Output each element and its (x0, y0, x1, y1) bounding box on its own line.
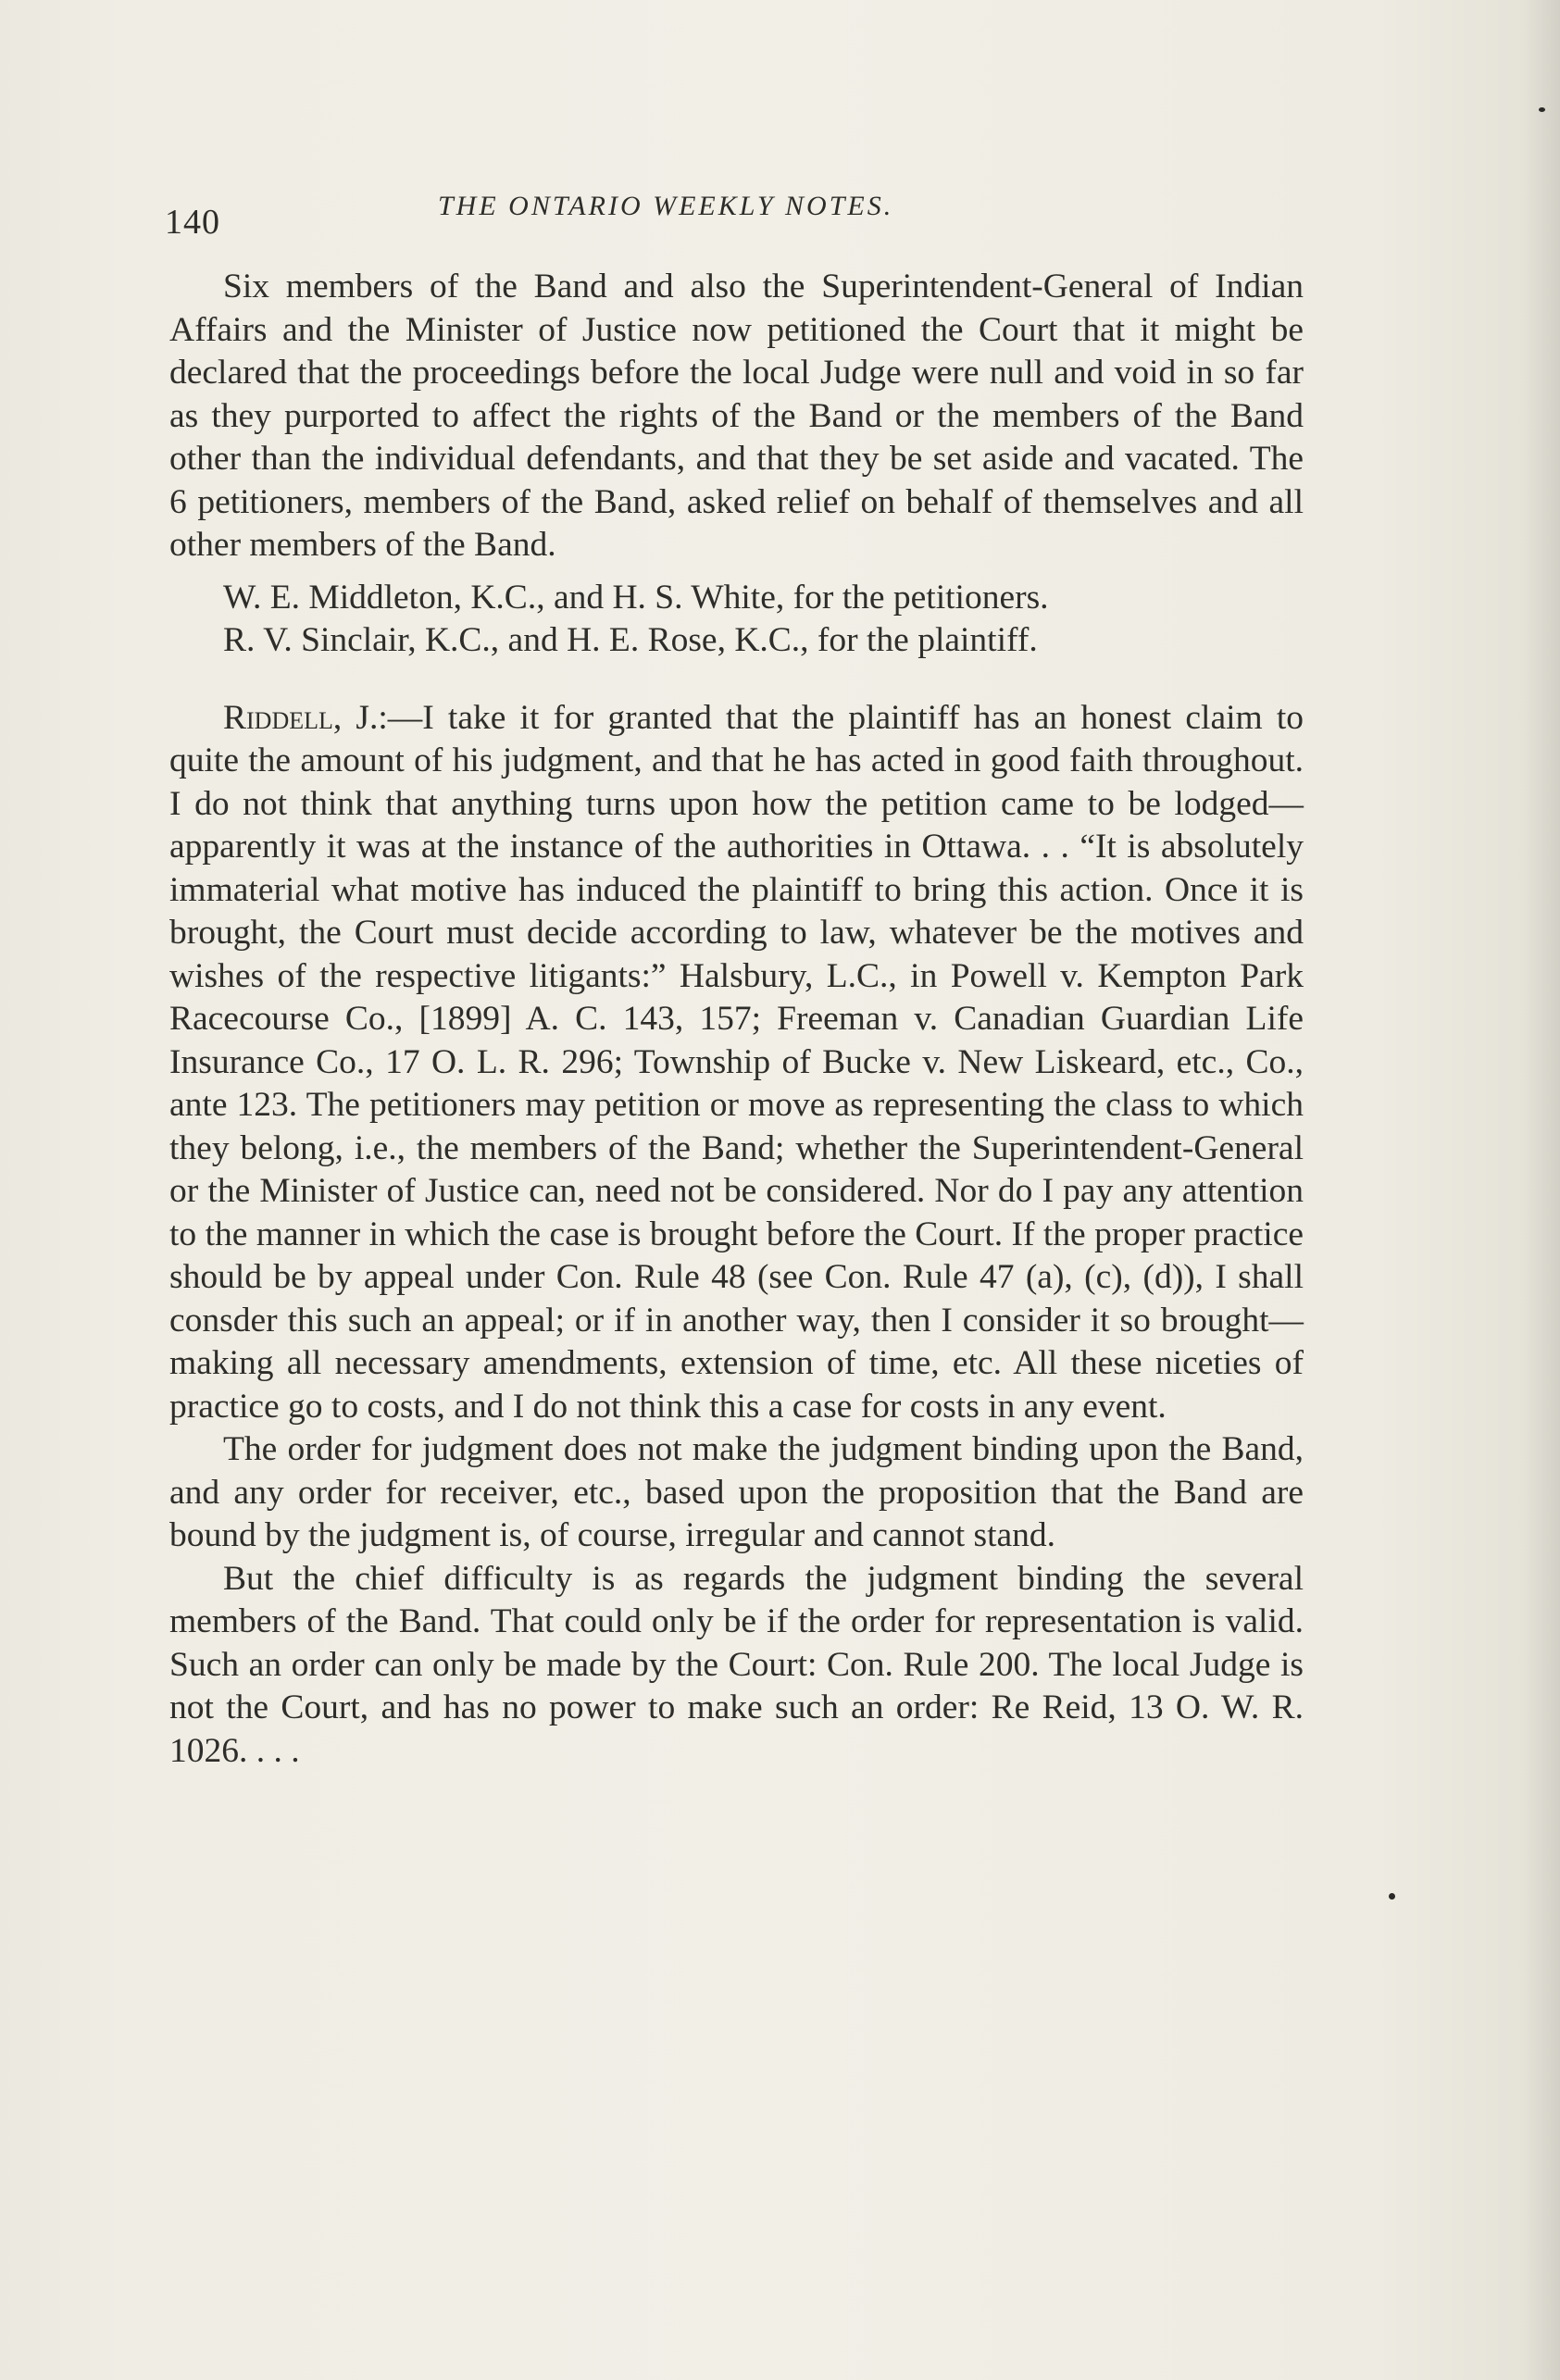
counsel-petitioners: W. E. Middleton, K.C., and H. S. White, for the petitioners. (223, 578, 1049, 617)
judge-name: Riddell (223, 698, 333, 737)
judge-suffix: , J.: (332, 698, 388, 737)
counsel-plaintiff: R. V. Sinclair, K.C., and H. E. Rose, K.C., for the plaintiff. (223, 621, 1038, 659)
ink-speck (1389, 1893, 1395, 1900)
ink-speck (1539, 107, 1545, 112)
running-title: THE ONTARIO WEEKLY NOTES. (438, 191, 894, 221)
judgment-text-1: —I take it for granted that the plaintiff has an honest claim to quite the amount of his judgment, and that he has acted in good faith throughout. I do not think that anything turns upon how the petition came to be lodged—apparently it was at the instance of the authorities in Ottawa. . . “It is absolutely immaterial what motive has induced the plaintiff to bring this action. Once it is brought, the Court must decide according to law, whatever be the motives and wishes of the respective litigants:” Halsbury, L.C., in Powell v. Kempton Park Racecourse Co., [1899] A. C. 143, 157; Freeman v. Canadian Guardian Life Insurance Co., 17 O. L. R. 296; Township of Bucke v. New Liskeard, etc., Co., ante 123. The petitioners may petition or move as representing the class to which they belong, i.e., the members of the Band; whether the Superintendent-General or the Minister of Justice can, need not be considered. Nor do I pay any attention to the manner in which the case is brought before the Court. If the proper practice should be by appeal under Con. Rule 48 (see Con. Rule 47 (a), (c), (d)), I shall consder this such an appeal; or if in another way, then I consider it so brought—making all necessary amendments, extension of time, etc. All these niceties of practice go to costs, and I do not think this a case for costs in any event. (169, 698, 1304, 1426)
judgment-paragraph-3: But the chief difficulty is as regards the judgment binding the several members of the Band. That could only be if the order for representation is valid. Such an order can only be made by the Court: Con. Rule 200. The local Judge is not the Court, and has no power to make such an order: Re Reid, 13 O. W. R. 1026. . . . (169, 1559, 1304, 1770)
page-number: 140 (165, 203, 220, 242)
judgment-paragraph-2: The order for judgment does not make the judgment binding upon the Band, and any order for receiver, etc., based upon the proposition that the Band are bound by the judgment is, of course, irregular and cannot stand. (169, 1430, 1304, 1554)
page-gutter-shadow (1523, 0, 1560, 2380)
case-facts-paragraph: Six members of the Band and also the Superintendent-General of Indian Affairs and the Minister of Justice now petitioned the Court that it might be declared that the proceedings before the local Judge were null and void in so far as they purported to affect the rights of the Band or the members of the Band other than the individual defendants, and that they be set aside and vacated. The 6 petitioners, members of the Band, asked relief on behalf of themselves and all other members of the Band. (169, 268, 1304, 564)
judgment-paragraph-1 (169, 697, 1304, 1429)
page-header (165, 185, 1304, 250)
body-text (169, 266, 1304, 1773)
